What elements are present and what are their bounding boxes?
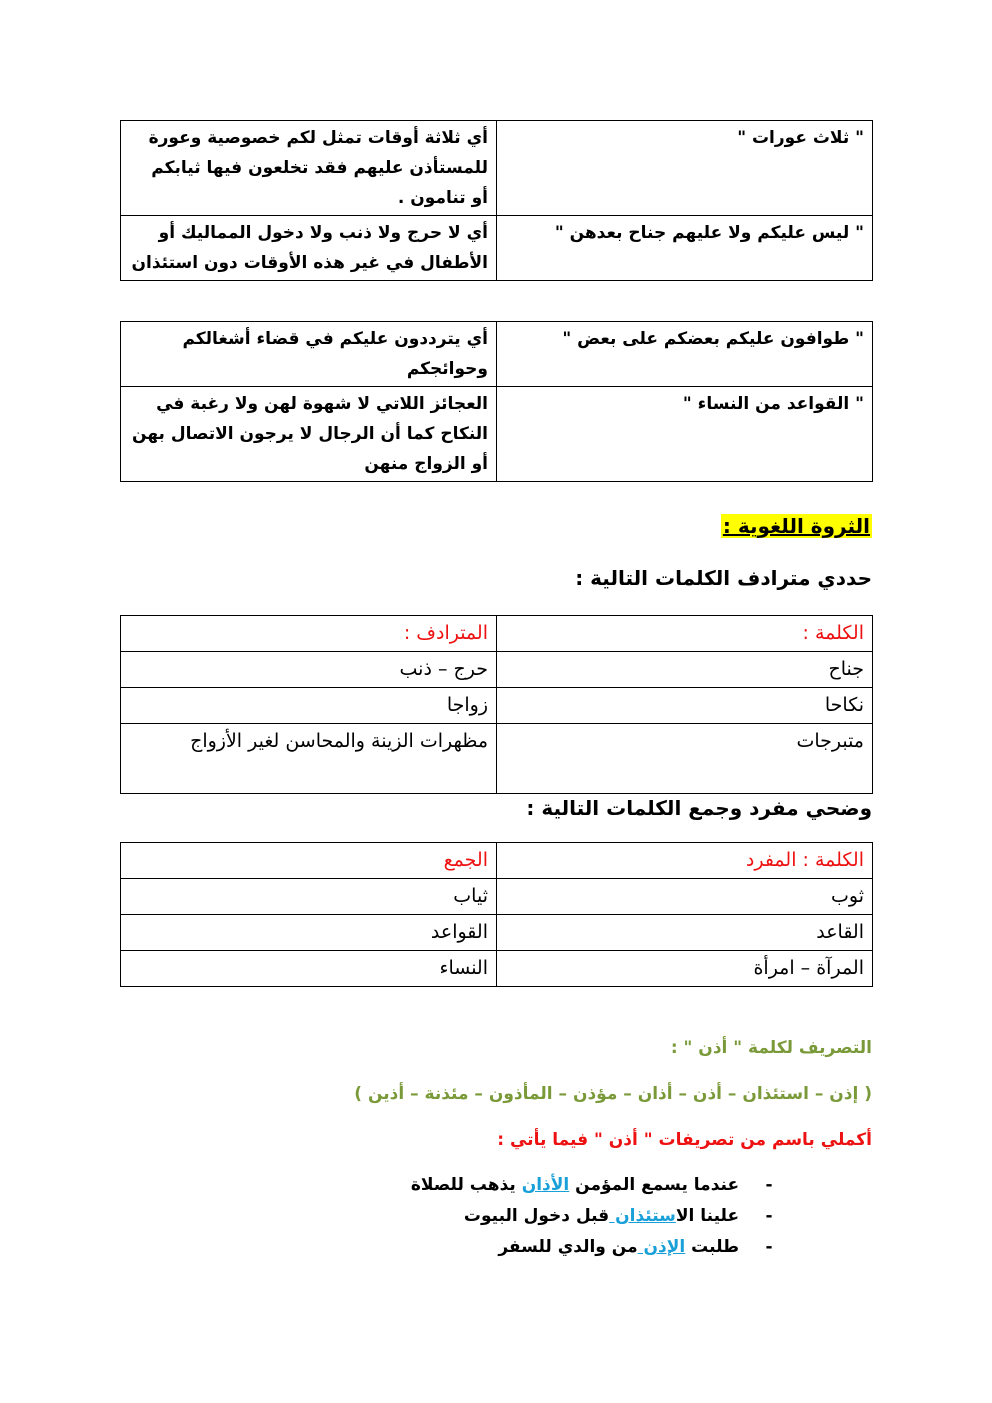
word-cell: متبرجات xyxy=(497,724,873,794)
table-row xyxy=(121,951,873,987)
term-cell: " ليس عليكم ولا عليهم جناح بعدهن " xyxy=(497,216,873,281)
singular-plural-instruction: وضحي مفرد وجمع الكلمات التالية : xyxy=(526,796,872,820)
singular-cell: المرآة – امرأة xyxy=(497,951,873,987)
table-row xyxy=(121,915,873,951)
answer-text: الإذن xyxy=(637,1237,686,1257)
synonym-cell: حرج – ذنب xyxy=(121,652,497,688)
sentence-before: طلبت xyxy=(685,1237,740,1257)
sentence-before: علينا الا xyxy=(675,1206,740,1226)
sentence-before: عندما يسمع المؤمن xyxy=(569,1175,740,1195)
conjugation-forms: ( إذن – استئذان – أذن – أذان – مؤذن – المأذون – مئذنة – أذين ) xyxy=(354,1084,872,1104)
meanings-table-2 xyxy=(120,321,873,482)
synonym-cell: مظهرات الزينة والمحاسن لغير الأزواج xyxy=(121,724,497,794)
synonyms-table xyxy=(120,615,873,794)
answer-text: الأذان xyxy=(521,1175,570,1195)
table-header-row xyxy=(121,616,873,652)
sentence-after: يذهب للصلاة xyxy=(410,1175,516,1195)
singular-cell: القاعد xyxy=(497,915,873,951)
table-row xyxy=(121,387,873,482)
term-cell: " ثلاث عورات " xyxy=(497,121,873,216)
answer-text: ستئذان xyxy=(609,1206,676,1226)
synonyms-instruction: حددي مترادف الكلمات التالية : xyxy=(575,566,872,590)
table-row xyxy=(121,724,873,794)
term-cell: " القواعد من النساء " xyxy=(497,387,873,482)
sentence-after: قبل دخول البيوت xyxy=(463,1206,610,1226)
sentence-after: من والدي للسفر xyxy=(498,1237,638,1257)
singular-cell: ثوب xyxy=(497,879,873,915)
plural-cell: النساء xyxy=(121,951,497,987)
singular-plural-table xyxy=(120,842,873,987)
meaning-cell: أي ثلاثة أوقات تمثل لكم خصوصية وعورة للمستأذن عليهم فقد تخلعون فيها ثيابكم أو تنامون . xyxy=(121,121,497,216)
table-row xyxy=(121,879,873,915)
meaning-cell: العجائز اللاتي لا شهوة لهن ولا رغبة في النكاح كما أن الرجال لا يرجون الاتصال بهن أو الزواج منهن xyxy=(121,387,497,482)
table-header-row xyxy=(121,843,873,879)
conjugation-title: التصريف لكلمة " أذن " : xyxy=(670,1038,872,1058)
meaning-cell: أي لا حرج ولا ذنب ولا دخول المماليك أو الأطفال في غير هذه الأوقات دون استئذان xyxy=(121,216,497,281)
vocab-heading: الثروة اللغوية : xyxy=(722,514,870,538)
word-cell: نكاحا xyxy=(497,688,873,724)
plural-cell: ثياب xyxy=(121,879,497,915)
term-cell: " طوافون عليكم بعضكم على بعض " xyxy=(497,322,873,387)
word-cell: جناح xyxy=(497,652,873,688)
word-header: الكلمة : xyxy=(497,616,873,652)
singular-header: الكلمة : المفرد xyxy=(497,843,873,879)
synonym-header: المترادف : xyxy=(121,616,497,652)
list-item xyxy=(411,1170,787,1201)
plural-header: الجمع xyxy=(121,843,497,879)
table-row xyxy=(121,216,873,281)
synonym-cell: زواجا xyxy=(121,688,497,724)
meanings-table-1 xyxy=(120,120,873,281)
table-row xyxy=(121,652,873,688)
list-item xyxy=(411,1232,787,1263)
table-row xyxy=(121,121,873,216)
plural-cell: القواعد xyxy=(121,915,497,951)
table-row xyxy=(121,688,873,724)
meaning-cell: أي يترددون عليكم في قضاء أشغالكم وحوائجكم xyxy=(121,322,497,387)
exercise-list xyxy=(411,1170,787,1263)
conjugation-instruction: أكملي باسم من تصريفات " أذن " فيما يأتي : xyxy=(497,1130,872,1150)
table-row xyxy=(121,322,873,387)
list-item xyxy=(411,1201,787,1232)
